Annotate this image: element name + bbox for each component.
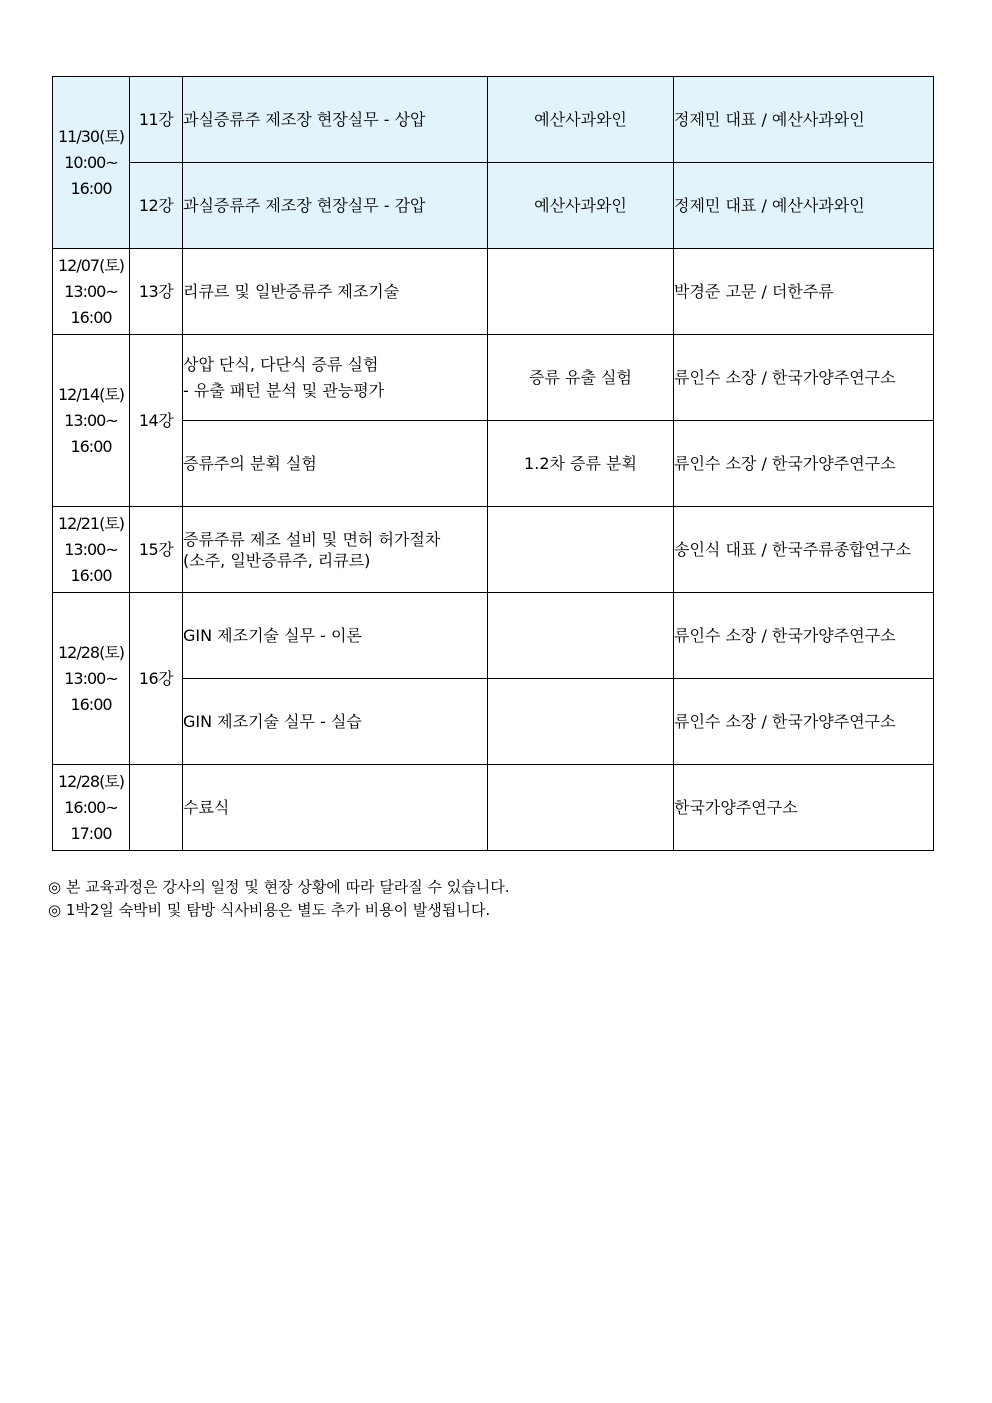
practice-cell	[488, 765, 674, 851]
title-cell: 리큐르 및 일반증류주 제조기술	[183, 249, 488, 335]
practice-cell	[488, 507, 674, 593]
title-cell: 수료식	[183, 765, 488, 851]
lecture-cell: 11강	[130, 77, 183, 163]
instructor-cell: 정제민 대표 / 예산사과와인	[674, 77, 934, 163]
instructor-cell: 박경준 고문 / 더한주류	[674, 249, 934, 335]
lecture-cell: 14강	[130, 335, 183, 507]
lecture-cell: 13강	[130, 249, 183, 335]
date-cell: 12/28(토) 16:00~ 17:00	[53, 765, 130, 851]
date-cell: 12/07(토) 13:00~ 16:00	[53, 249, 130, 335]
table-row	[53, 77, 934, 163]
title-cell: GIN 제조기술 실무 - 실습	[183, 679, 488, 765]
lecture-cell: 16강	[130, 593, 183, 765]
schedule-table	[52, 76, 934, 851]
date-cell: 11/30(토) 10:00~ 16:00	[53, 77, 130, 249]
notes	[48, 876, 510, 922]
title-cell: 상압 단식, 다단식 증류 실험 - 유출 패턴 분석 및 관능평가	[183, 335, 488, 421]
table-row	[53, 679, 934, 765]
title-cell: 증류주류 제조 설비 및 면허 허가절차 (소주, 일반증류주, 리큐르)	[183, 507, 488, 593]
lecture-cell	[130, 765, 183, 851]
instructor-cell: 류인수 소장 / 한국가양주연구소	[674, 421, 934, 507]
table-row	[53, 335, 934, 421]
practice-cell	[488, 679, 674, 765]
table-row	[53, 507, 934, 593]
title-cell: 과실증류주 제조장 현장실무 - 감압	[183, 163, 488, 249]
practice-cell: 증류 유출 실험	[488, 335, 674, 421]
lecture-cell: 15강	[130, 507, 183, 593]
note-line: ◎ 본 교육과정은 강사의 일정 및 현장 상황에 따라 달라질 수 있습니다.	[48, 878, 510, 896]
title-cell: 증류주의 분획 실험	[183, 421, 488, 507]
practice-cell	[488, 249, 674, 335]
title-cell: GIN 제조기술 실무 - 이론	[183, 593, 488, 679]
table-row	[53, 593, 934, 679]
table-row	[53, 765, 934, 851]
instructor-cell: 정제민 대표 / 예산사과와인	[674, 163, 934, 249]
date-cell: 12/28(토) 13:00~ 16:00	[53, 593, 130, 765]
practice-cell: 1.2차 증류 분획	[488, 421, 674, 507]
practice-cell: 예산사과와인	[488, 163, 674, 249]
lecture-cell: 12강	[130, 163, 183, 249]
instructor-cell: 송인식 대표 / 한국주류종합연구소	[674, 507, 934, 593]
table-row	[53, 249, 934, 335]
title-cell: 과실증류주 제조장 현장실무 - 상압	[183, 77, 488, 163]
table-row	[53, 163, 934, 249]
practice-cell	[488, 593, 674, 679]
practice-cell: 예산사과와인	[488, 77, 674, 163]
date-cell: 12/21(토) 13:00~ 16:00	[53, 507, 130, 593]
instructor-cell: 한국가양주연구소	[674, 765, 934, 851]
note-line: ◎ 1박2일 숙박비 및 탐방 식사비용은 별도 추가 비용이 발생됩니다.	[48, 901, 491, 919]
instructor-cell: 류인수 소장 / 한국가양주연구소	[674, 679, 934, 765]
table-row	[53, 421, 934, 507]
date-cell: 12/14(토) 13:00~ 16:00	[53, 335, 130, 507]
instructor-cell: 류인수 소장 / 한국가양주연구소	[674, 335, 934, 421]
instructor-cell: 류인수 소장 / 한국가양주연구소	[674, 593, 934, 679]
